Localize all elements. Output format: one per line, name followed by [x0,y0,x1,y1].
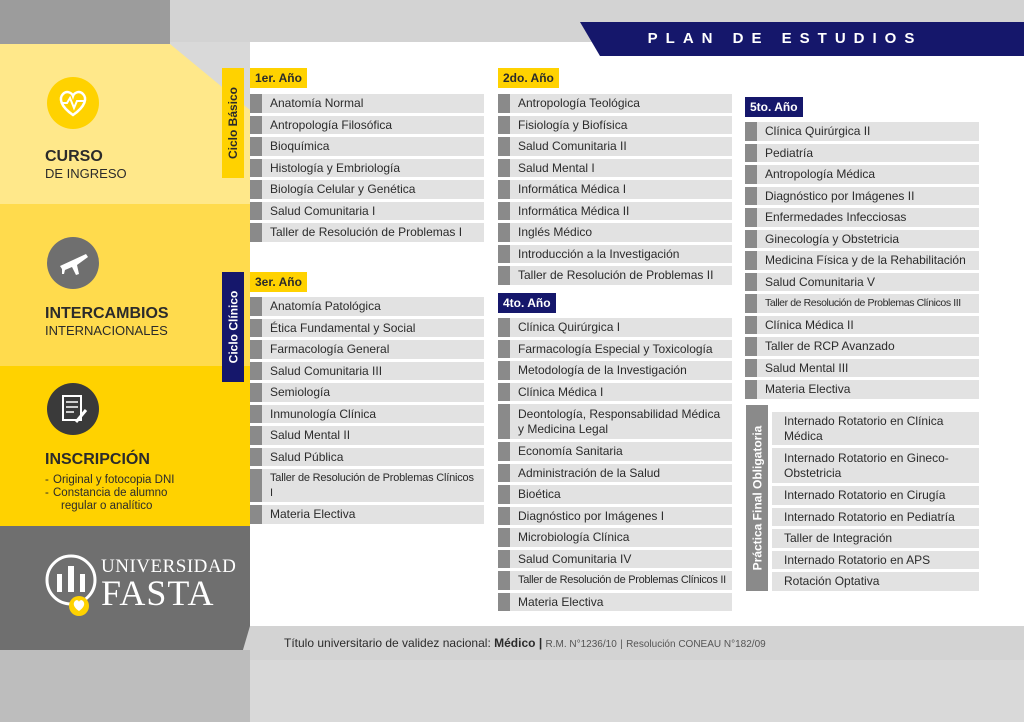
course-item: Taller de Integración [772,529,979,548]
course-item: Salud Mental II [250,426,484,445]
practica-final-label: Práctica Final Obligatoria [746,405,768,591]
course-item: Taller de Resolución de Problemas Clínicos II [498,571,732,590]
year-5-label: 5to. Año [745,97,803,117]
course-item: Salud Mental III [745,359,979,378]
course-item: Informática Médica I [498,180,732,199]
course-item: Economía Sanitaria [498,442,732,461]
course-item: Antropología Médica [745,165,979,184]
course-item: Rotación Optativa [772,572,979,591]
course-item: Clínica Quirúrgica II [745,122,979,141]
course-item: Pediatría [745,144,979,163]
plan-de-estudios-title: PLAN DE ESTUDIOS [647,30,923,47]
year-1-label: 1er. Año [250,68,307,88]
year-3-label: 3er. Año [250,272,307,292]
course-item: Ginecología y Obstetricia [745,230,979,249]
course-item: Farmacología General [250,340,484,359]
course-item: Deontología, Responsabilidad Médica y Medicina Legal [498,404,732,439]
course-item: Taller de Resolución de Problemas Clínicos III [745,294,979,313]
course-item: Metodología de la Investigación [498,361,732,380]
course-item: Inmunología Clínica [250,405,484,424]
curso-title: CURSO [45,148,103,165]
year-2-label: 2do. Año [498,68,559,88]
course-item: Materia Electiva [745,380,979,399]
course-item: Introducción a la Investigación [498,245,732,264]
course-item: Salud Comunitaria IV [498,550,732,569]
course-item: Anatomía Patológica [250,297,484,316]
course-item: Diagnóstico por Imágenes I [498,507,732,526]
footer-separator-2: | [620,639,623,650]
inscripcion-requirements [45,474,174,513]
course-item: Materia Electiva [250,505,484,524]
requirement-item: - Original y fotocopia DNI [45,474,174,487]
ciclo-basico-label: Ciclo Básico [222,68,244,178]
year-5-courses [745,122,979,402]
year-4-label: 4to. Año [498,293,556,313]
rm-number: R.M. N°1236/10 [545,639,617,650]
course-item: Salud Comunitaria III [250,362,484,381]
course-item: Clínica Quirúrgica I [498,318,732,337]
course-item: Taller de Resolución de Problemas II [498,266,732,285]
degree-label: Título universitario de validez nacional: [284,636,491,650]
course-item: Informática Médica II [498,202,732,221]
university-crest-icon [45,552,97,618]
year-1-courses [250,94,484,245]
course-item: Internado Rotatorio en Clínica Médica [772,412,979,445]
course-item: Taller de Resolución de Problemas Clínicos I [250,469,484,502]
requirement-item: - Constancia de alumno [45,487,174,500]
course-item: Internado Rotatorio en Gineco-Obstetricia [772,448,979,483]
course-item: Diagnóstico por Imágenes II [745,187,979,206]
course-item: Materia Electiva [498,593,732,612]
course-item: Medicina Física y de la Rehabilitación [745,251,979,270]
course-item: Clínica Médica I [498,383,732,402]
course-item: Internado Rotatorio en Pediatría [772,508,979,527]
degree-name: Médico [494,636,536,650]
logo-word-universidad: UNIVERSIDAD [101,556,237,577]
year-3-courses [250,297,484,527]
universidad-fasta-logo[interactable] [45,552,237,622]
intercambios-title: INTERCAMBIOS [45,305,169,322]
requirement-item: regular o analítico [61,500,153,512]
curso-subtitle: DE INGRESO [45,166,127,181]
course-item: Salud Pública [250,448,484,467]
course-item: Taller de Resolución de Problemas I [250,223,484,242]
course-item: Microbiología Clínica [498,528,732,547]
coneau-resolution: Resolución CONEAU N°182/09 [626,639,766,650]
course-item: Fisiología y Biofísica [498,116,732,135]
footer-separator: | [538,636,543,650]
year-2-courses [498,94,732,288]
year-4-courses [498,318,732,614]
intercambios-subtitle: INTERNACIONALES [45,323,168,338]
course-item: Semiología [250,383,484,402]
course-item: Enfermedades Infecciosas [745,208,979,227]
ciclo-clinico-label: Ciclo Clínico [222,272,244,382]
course-item: Bioquímica [250,137,484,156]
practica-courses [772,412,979,594]
course-item: Taller de RCP Avanzado [745,337,979,356]
course-item: Clínica Médica II [745,316,979,335]
course-item: Inglés Médico [498,223,732,242]
logo-word-fasta: FASTA [101,573,215,613]
course-item: Bioética [498,485,732,504]
heart-pulse-icon[interactable] [46,76,100,130]
course-item: Salud Mental I [498,159,732,178]
course-item: Salud Comunitaria I [250,202,484,221]
course-item: Administración de la Salud [498,464,732,483]
airplane-icon[interactable] [46,236,100,290]
course-item: Biología Celular y Genética [250,180,484,199]
course-item: Ética Fundamental y Social [250,319,484,338]
course-item: Antropología Filosófica [250,116,484,135]
degree-footer [284,636,766,650]
course-item: Internado Rotatorio en APS [772,551,979,570]
course-item: Farmacología Especial y Toxicología [498,340,732,359]
course-item: Salud Comunitaria II [498,137,732,156]
course-item: Internado Rotatorio en Cirugía [772,486,979,505]
course-item: Anatomía Normal [250,94,484,113]
course-item: Antropología Teológica [498,94,732,113]
inscripcion-title: INSCRIPCIÓN [45,451,150,468]
course-item: Salud Comunitaria V [745,273,979,292]
document-pen-icon[interactable] [46,382,100,436]
course-item: Histología y Embriología [250,159,484,178]
